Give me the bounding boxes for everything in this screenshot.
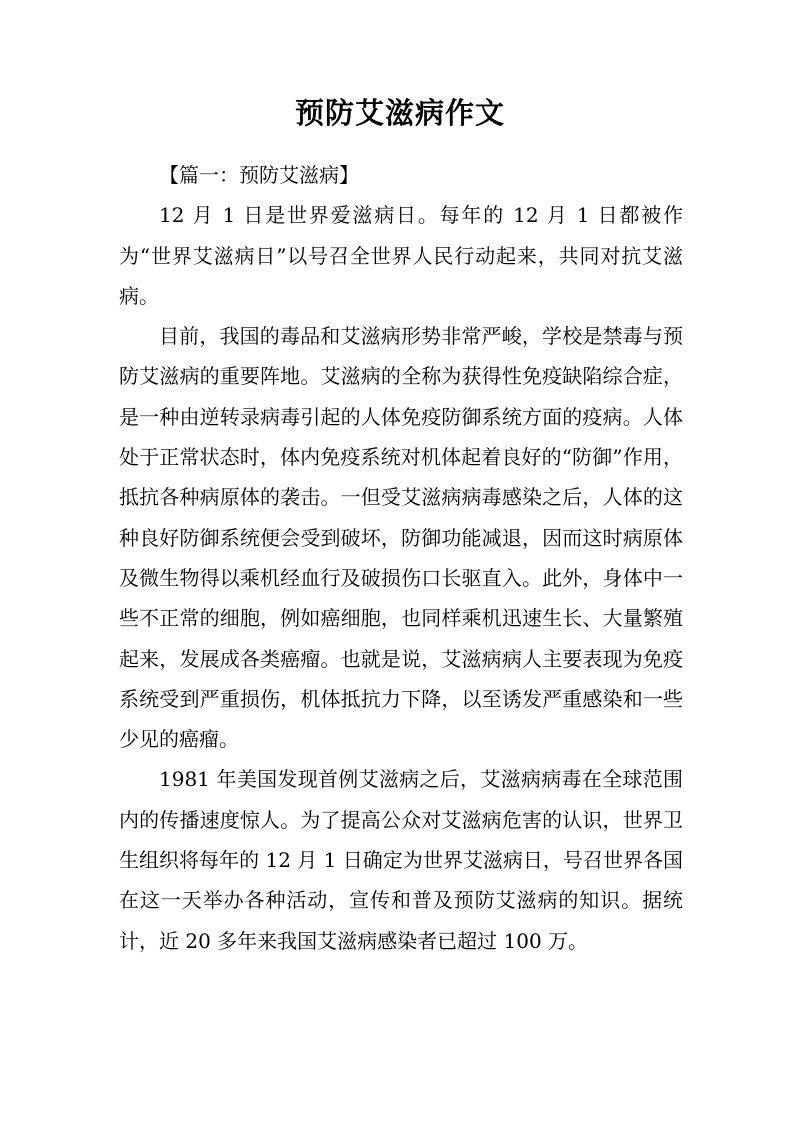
paragraph-3: 1981 年美国发现首例艾滋病之后，艾滋病病毒在全球范围内的传播速度惊人。为了提高公众对艾滋病危害的认识，世界卫生组织将每年的 12 月 1 日确定为世界艾滋病日，号召世界各国在这一天举办各种活动，宣传和普及预防艾滋病的知识。据统计，近 20 多年来我国艾滋病感染者已超过 100 万。 — [119, 767, 683, 953]
page-title: 预防艾滋病作文 — [294, 96, 505, 130]
paragraph-1: 12 月 1 日是世界爱滋病日。每年的 12 月 1 日都被作为“世界艾滋病日”以号召全世界人民行动起来，共同对抗艾滋病。 — [119, 203, 683, 308]
section-heading: 【篇一：预防艾滋病】 — [159, 163, 359, 187]
document-body — [119, 155, 683, 961]
paragraph-2: 目前，我国的毒品和艾滋病形势非常严峻，学校是禁毒与预防艾滋病的重要阵地。艾滋病的全称为获得性免疫缺陷综合症，是一种由逆转录病毒引起的人体免疫防御系统方面的疫病。人体处于正常状态时，体内免疫系统对机体起着良好的“防御”作用，抵抗各种病原体的袭击。一但受艾滋病病毒感染之后，人体的这种良好防御系统便会受到破坏，防御功能减退，因而这时病原体及微生物得以乘机经血行及破损伤口长驱直入。此外，身体中一些不正常的细胞，例如癌细胞，也同样乘机迅速生长、大量繁殖起来，发展成各类癌瘤。也就是说，艾滋病病人主要表现为免疫系统受到严重损伤，机体抵抗力下降，以至诱发严重感染和一些少见的癌瘤。 — [119, 324, 683, 752]
